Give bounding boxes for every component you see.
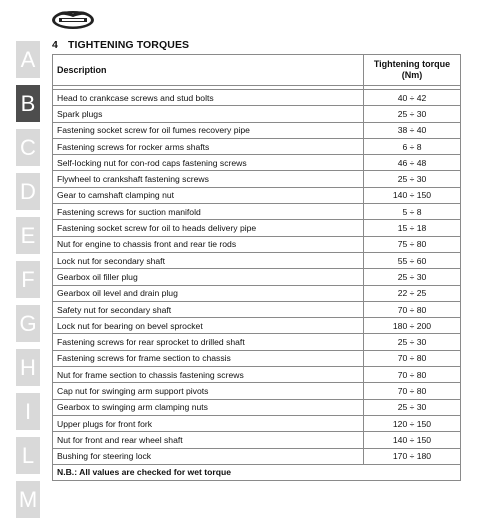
table-row xyxy=(53,187,461,203)
row-description: Lock nut for bearing on bevel sprocket xyxy=(53,318,364,334)
row-torque: 55 ÷ 60 xyxy=(364,252,461,268)
row-torque: 25 ÷ 30 xyxy=(364,171,461,187)
row-description: Spark plugs xyxy=(53,106,364,122)
row-torque: 6 ÷ 8 xyxy=(364,138,461,154)
row-description: Gearbox to swinging arm clamping nuts xyxy=(53,399,364,415)
table-row xyxy=(53,334,461,350)
row-description: Fastening socket screw for oil to heads delivery pipe xyxy=(53,220,364,236)
tab-d[interactable]: D xyxy=(16,173,40,210)
row-torque: 170 ÷ 180 xyxy=(364,448,461,464)
torque-header-label: Tightening torque xyxy=(373,59,451,69)
table-row xyxy=(53,415,461,431)
table-row xyxy=(53,269,461,285)
row-torque: 46 ÷ 48 xyxy=(364,155,461,171)
moto-guzzi-logo-icon xyxy=(50,7,96,31)
tab-a[interactable]: A xyxy=(16,41,40,78)
table-row xyxy=(53,236,461,252)
tab-i[interactable]: I xyxy=(16,393,40,430)
row-torque: 15 ÷ 18 xyxy=(364,220,461,236)
section-number: 4 xyxy=(52,39,58,51)
row-torque: 22 ÷ 25 xyxy=(364,285,461,301)
tab-e[interactable]: E xyxy=(16,217,40,254)
tab-h[interactable]: H xyxy=(16,349,40,386)
torque-table xyxy=(52,54,461,481)
row-torque: 180 ÷ 200 xyxy=(364,318,461,334)
row-description: Safety nut for secondary shaft xyxy=(53,301,364,317)
section-heading xyxy=(52,39,189,51)
row-description: Nut for engine to chassis front and rear tie rods xyxy=(53,236,364,252)
row-description: Nut for frame section to chassis fastening screws xyxy=(53,367,364,383)
table-row xyxy=(53,204,461,220)
table-row xyxy=(53,220,461,236)
row-description: Flywheel to crankshaft fastening screws xyxy=(53,171,364,187)
row-description: Upper plugs for front fork xyxy=(53,415,364,431)
row-torque: 40 ÷ 42 xyxy=(364,90,461,106)
row-torque: 70 ÷ 80 xyxy=(364,383,461,399)
row-description: Gearbox oil level and drain plug xyxy=(53,285,364,301)
section-tabs xyxy=(16,41,40,525)
row-description: Lock nut for secondary shaft xyxy=(53,252,364,268)
row-description: Fastening screws for rear sprocket to drilled shaft xyxy=(53,334,364,350)
row-description: Fastening socket screw for oil fumes recovery pipe xyxy=(53,122,364,138)
table-row xyxy=(53,367,461,383)
row-description: Gear to camshaft clamping nut xyxy=(53,187,364,203)
table-row xyxy=(53,432,461,448)
tab-b[interactable]: B xyxy=(16,85,40,122)
row-torque: 70 ÷ 80 xyxy=(364,350,461,366)
table-row xyxy=(53,350,461,366)
table-row xyxy=(53,285,461,301)
tab-m[interactable]: M xyxy=(16,481,40,518)
tab-l[interactable]: L xyxy=(16,437,40,474)
table-row xyxy=(53,301,461,317)
row-description: Nut for front and rear wheel shaft xyxy=(53,432,364,448)
row-description: Head to crankcase screws and stud bolts xyxy=(53,90,364,106)
torque-header-unit: (Nm) xyxy=(401,70,423,80)
tab-g[interactable]: G xyxy=(16,305,40,342)
row-torque: 25 ÷ 30 xyxy=(364,334,461,350)
table-header-row xyxy=(53,55,461,86)
section-title: TIGHTENING TORQUES xyxy=(67,39,190,51)
row-torque: 140 ÷ 150 xyxy=(364,187,461,203)
torque-header xyxy=(364,55,461,86)
row-torque: 140 ÷ 150 xyxy=(364,432,461,448)
table-row xyxy=(53,171,461,187)
row-description: Self-locking nut for con-rod caps fastening screws xyxy=(53,155,364,171)
row-torque: 75 ÷ 80 xyxy=(364,236,461,252)
row-torque: 38 ÷ 40 xyxy=(364,122,461,138)
row-torque: 25 ÷ 30 xyxy=(364,106,461,122)
description-header: Description xyxy=(53,55,364,86)
row-description: Bushing for steering lock xyxy=(53,448,364,464)
table-row xyxy=(53,155,461,171)
table-note-row xyxy=(53,464,461,480)
row-description: Fastening screws for rocker arms shafts xyxy=(53,138,364,154)
row-torque: 25 ÷ 30 xyxy=(364,269,461,285)
table-row xyxy=(53,399,461,415)
table-note: N.B.: All values are checked for wet torque xyxy=(53,464,461,480)
row-description: Gearbox oil filler plug xyxy=(53,269,364,285)
table-row xyxy=(53,448,461,464)
row-description: Fastening screws for suction manifold xyxy=(53,204,364,220)
row-torque: 5 ÷ 8 xyxy=(364,204,461,220)
row-description: Cap nut for swinging arm support pivots xyxy=(53,383,364,399)
row-torque: 70 ÷ 80 xyxy=(364,301,461,317)
table-row xyxy=(53,383,461,399)
table-row xyxy=(53,318,461,334)
row-description: Fastening screws for frame section to chassis xyxy=(53,350,364,366)
table-row xyxy=(53,106,461,122)
row-torque: 25 ÷ 30 xyxy=(364,399,461,415)
table-row xyxy=(53,90,461,106)
tab-c[interactable]: C xyxy=(16,129,40,166)
row-torque: 120 ÷ 150 xyxy=(364,415,461,431)
table-row xyxy=(53,138,461,154)
table-row xyxy=(53,122,461,138)
row-torque: 70 ÷ 80 xyxy=(364,367,461,383)
tab-f[interactable]: F xyxy=(16,261,40,298)
table-row xyxy=(53,252,461,268)
